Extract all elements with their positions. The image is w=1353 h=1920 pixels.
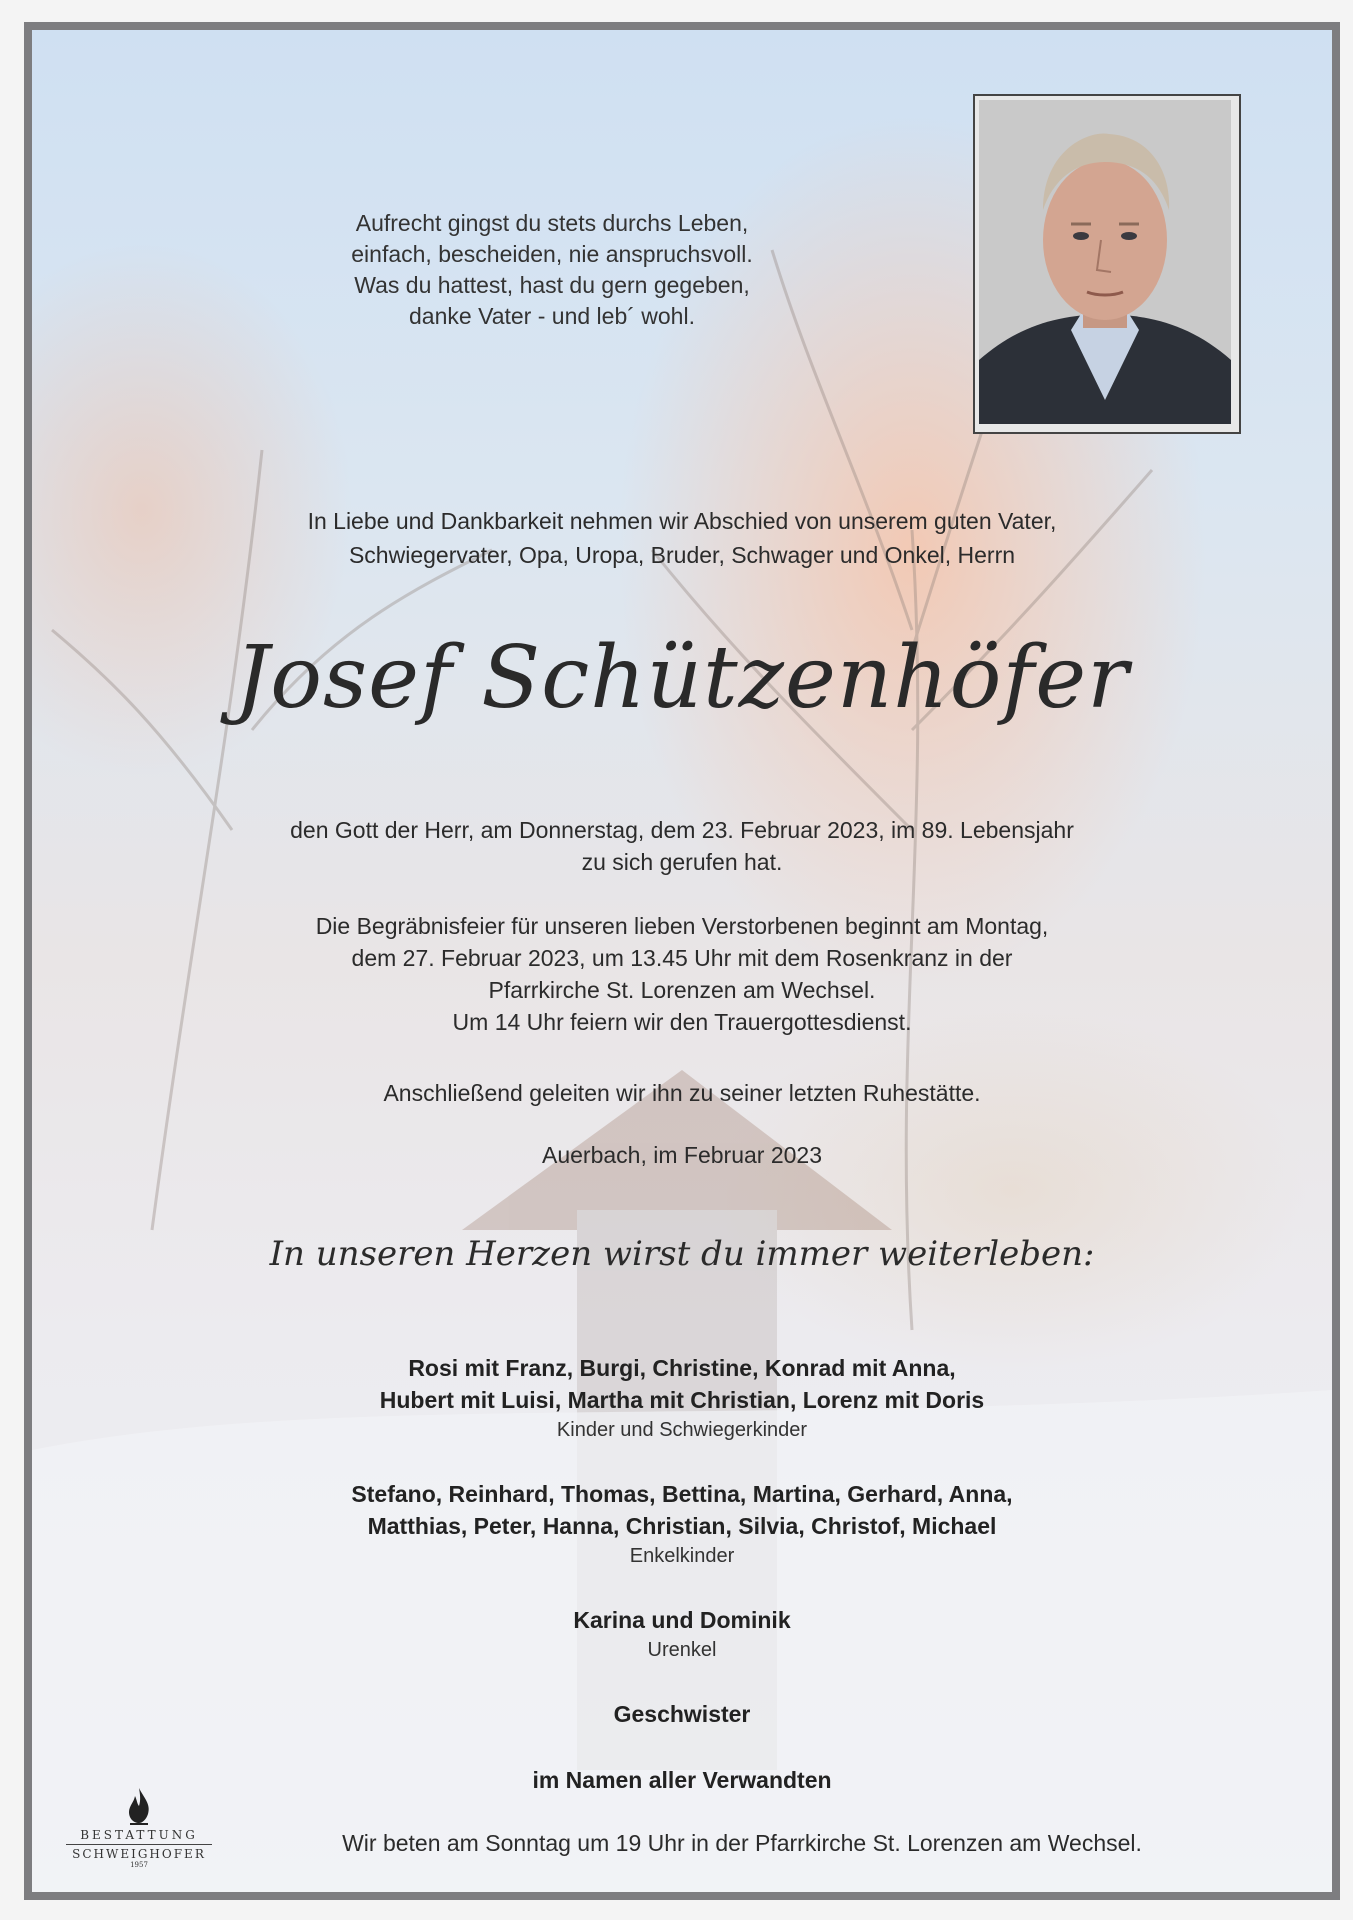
great-grandchildren-role: Urenkel (647, 1639, 717, 1661)
siblings-label: Geschwister (613, 1701, 751, 1727)
relatives-label: im Namen aller Verwandten (532, 1767, 832, 1793)
quote-line: einfach, bescheiden, nie anspruchsvoll. (351, 241, 753, 267)
family-great-grandchildren (32, 1604, 1332, 1664)
quote-line: Was du hattest, hast du gern gegeben, (354, 272, 750, 298)
obituary-frame (24, 22, 1340, 1900)
children-names-line: Hubert mit Luisi, Martha mit Christian, Lorenz mit Doris (379, 1387, 985, 1413)
family-grandchildren (32, 1478, 1332, 1570)
intro-line: In Liebe und Dankbarkeit nehmen wir Abschied von unserem guten Vater, (307, 508, 1057, 534)
family-siblings (32, 1698, 1332, 1730)
flame-icon (124, 1786, 154, 1826)
funeral-line: dem 27. Februar 2023, um 13.45 Uhr mit dem Rosenkranz in der (351, 945, 1013, 971)
funeral-line: Die Begräbnisfeier für unseren lieben Verstorbenen beginnt am Montag, (315, 913, 1049, 939)
prayer-notice: Wir beten am Sonntag um 19 Uhr in der Pfarrkirche St. Lorenzen am Wechsel. (342, 1830, 1142, 1856)
grandchildren-role: Enkelkinder (629, 1545, 735, 1567)
funeral-info (32, 910, 1332, 1038)
memorial-motto: In unseren Herzen wirst du immer weiterleben: (269, 1234, 1095, 1274)
burial-text: Anschließend geleiten wir ihn zu seiner letzten Ruhestätte. (383, 1080, 981, 1106)
children-names-line: Rosi mit Franz, Burgi, Christine, Konrad mit Anna, (408, 1355, 956, 1381)
quote-line: danke Vater - und leb´ wohl. (409, 303, 695, 329)
intro-line: Schwiegervater, Opa, Uropa, Bruder, Schwager und Onkel, Herrn (348, 542, 1016, 568)
logo-line-2: SCHWEIGHOFER (72, 1847, 206, 1861)
portrait-photo (973, 94, 1241, 434)
death-line: zu sich gerufen hat. (581, 849, 783, 875)
funeral-line: Pfarrkirche St. Lorenzen am Wechsel. (488, 977, 876, 1003)
grandchildren-names-line: Matthias, Peter, Hanna, Christian, Silvia, Christof, Michael (367, 1513, 997, 1539)
funeral-line: Um 14 Uhr feiern wir den Trauergottesdienst. (452, 1009, 912, 1035)
great-grandchildren-names: Karina und Dominik (573, 1607, 791, 1633)
place-date: Auerbach, im Februar 2023 (542, 1142, 822, 1168)
funeral-home-logo (66, 1786, 212, 1869)
family-children (32, 1352, 1332, 1444)
children-role: Kinder und Schwiegerkinder (556, 1419, 808, 1441)
intro-text (32, 504, 1332, 572)
deceased-name: Josef Schützenhöfer (234, 628, 1130, 728)
death-notice (32, 814, 1332, 878)
quote-line: Aufrecht gingst du stets durchs Leben, (355, 210, 749, 236)
logo-line-1: BESTATTUNG (66, 1828, 212, 1845)
death-line: den Gott der Herr, am Donnerstag, dem 23. Februar 2023, im 89. Lebensjahr (290, 817, 1074, 843)
logo-year: 1957 (130, 1861, 148, 1869)
portrait-image (979, 100, 1231, 424)
grandchildren-names-line: Stefano, Reinhard, Thomas, Bettina, Martina, Gerhard, Anna, (351, 1481, 1013, 1507)
family-relatives (32, 1764, 1332, 1796)
